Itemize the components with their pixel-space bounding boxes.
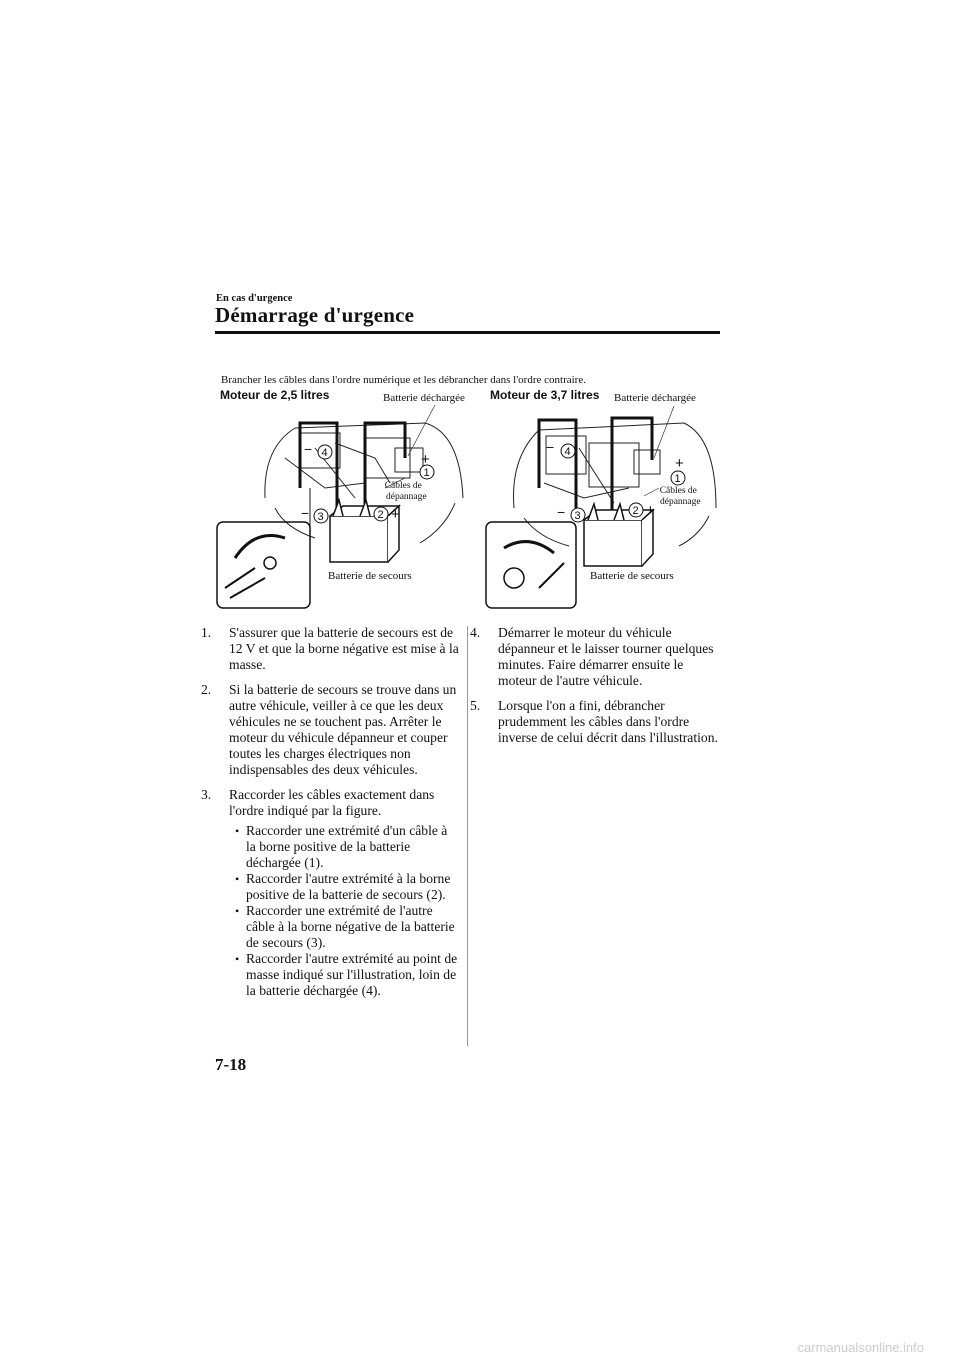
- bullet-text: Raccorder une extrémité de l'autre câble à la borne négative de la batterie de secours (3).: [246, 903, 455, 950]
- step-text: Si la batterie de secours se trouve dans un autre véhicule, veiller à ce que les deux véhicules ne se touchent pas. Arrêter le moteur du véhicule dépanneur et couper toutes les charges électriques non indispensables des deux véhicules.: [229, 682, 457, 777]
- bullet-icon: •: [235, 952, 240, 966]
- page-number: 7-18: [215, 1055, 247, 1074]
- step-1: [201, 625, 460, 673]
- svg-text:3: 3: [574, 510, 581, 522]
- step-2: [201, 682, 460, 778]
- svg-text:+: +: [675, 455, 684, 472]
- bullet-icon: •: [235, 904, 240, 918]
- svg-text:1: 1: [423, 467, 430, 479]
- step-text: Raccorder les câbles exactement dans l'ordre indiqué par la figure.: [229, 787, 435, 818]
- bullet-text: Raccorder l'autre extrémité à la borne positive de la batterie de secours (2).: [246, 871, 451, 902]
- step-4: [470, 625, 724, 689]
- list-item: [215, 903, 460, 951]
- svg-text:4: 4: [564, 446, 571, 458]
- list-item: [215, 951, 460, 999]
- step-number: 1.: [201, 625, 212, 640]
- svg-text:2: 2: [377, 509, 384, 521]
- dead-battery-label-right: Batterie déchargée: [614, 392, 696, 404]
- title-rule: [215, 331, 720, 334]
- connection-bullet-list: [215, 823, 460, 999]
- svg-text:−: −: [546, 439, 555, 455]
- instructions-left-column: [201, 625, 460, 1008]
- step-text: Lorsque l'on a fini, débrancher prudemment les câbles dans l'ordre inverse de celui décrit dans l'illustration.: [498, 698, 718, 745]
- svg-text:4: 4: [321, 447, 328, 459]
- booster-battery-label-right: Batterie de secours: [590, 570, 674, 582]
- jumper-cables-line2: dépannage: [386, 492, 427, 502]
- step-text: Démarrer le moteur du véhicule dépanneur et le laisser tourner quelques minutes. Faire démarrer ensuite le moteur de l'autre véhicule.: [498, 625, 714, 688]
- booster-battery-label-left: Batterie de secours: [328, 570, 412, 582]
- svg-text:+: +: [391, 506, 400, 523]
- step-number: 3.: [201, 787, 212, 802]
- jumper-cables-line1: Câbles de: [384, 481, 422, 491]
- svg-text:+: +: [646, 502, 655, 519]
- bullet-text: Raccorder l'autre extrémité au point de masse indiqué sur l'illustration, loin de la batterie déchargée (4).: [246, 951, 458, 998]
- section-label: En cas d'urgence: [216, 293, 293, 304]
- illustration-right: [484, 388, 720, 610]
- svg-text:−: −: [301, 505, 310, 521]
- step-number: 4.: [470, 625, 481, 640]
- bullet-icon: •: [235, 872, 240, 886]
- figure-caption: Brancher les câbles dans l'ordre numérique et les débrancher dans l'ordre contraire.: [221, 374, 586, 386]
- jumper-cables-label-right: [656, 486, 701, 508]
- jumper-cables-line1: Câbles de: [659, 486, 697, 496]
- list-item: [215, 871, 460, 903]
- svg-text:2: 2: [632, 505, 639, 517]
- instructions-right-column: [470, 625, 724, 755]
- dead-battery-label-left: Batterie déchargée: [383, 392, 465, 404]
- illustration-left: [215, 388, 470, 610]
- svg-text:−: −: [304, 441, 313, 457]
- svg-text:+: +: [421, 451, 430, 468]
- svg-text:3: 3: [317, 511, 324, 523]
- step-text: S'assurer que la batterie de secours est de 12 V et que la borne négative est mise à la masse.: [229, 625, 459, 672]
- list-item: [215, 823, 460, 871]
- watermark: carmanualsonline.info: [797, 1340, 924, 1355]
- step-5: [470, 698, 724, 746]
- jumper-cables-label-left: [380, 481, 427, 503]
- step-3: [201, 787, 460, 999]
- bullet-text: Raccorder une extrémité d'un câble à la borne positive de la batterie déchargée (1).: [246, 823, 448, 870]
- svg-text:−: −: [557, 504, 566, 520]
- engine-label-right: Moteur de 3,7 litres: [490, 388, 600, 402]
- bullet-icon: •: [235, 824, 240, 838]
- column-divider: [467, 626, 468, 1046]
- svg-text:1: 1: [674, 473, 681, 485]
- jumper-cables-line2: dépannage: [660, 497, 701, 507]
- step-number: 2.: [201, 682, 212, 697]
- page-title: Démarrage d'urgence: [215, 303, 415, 327]
- step-number: 5.: [470, 698, 481, 713]
- engine-label-left: Moteur de 2,5 litres: [220, 388, 330, 402]
